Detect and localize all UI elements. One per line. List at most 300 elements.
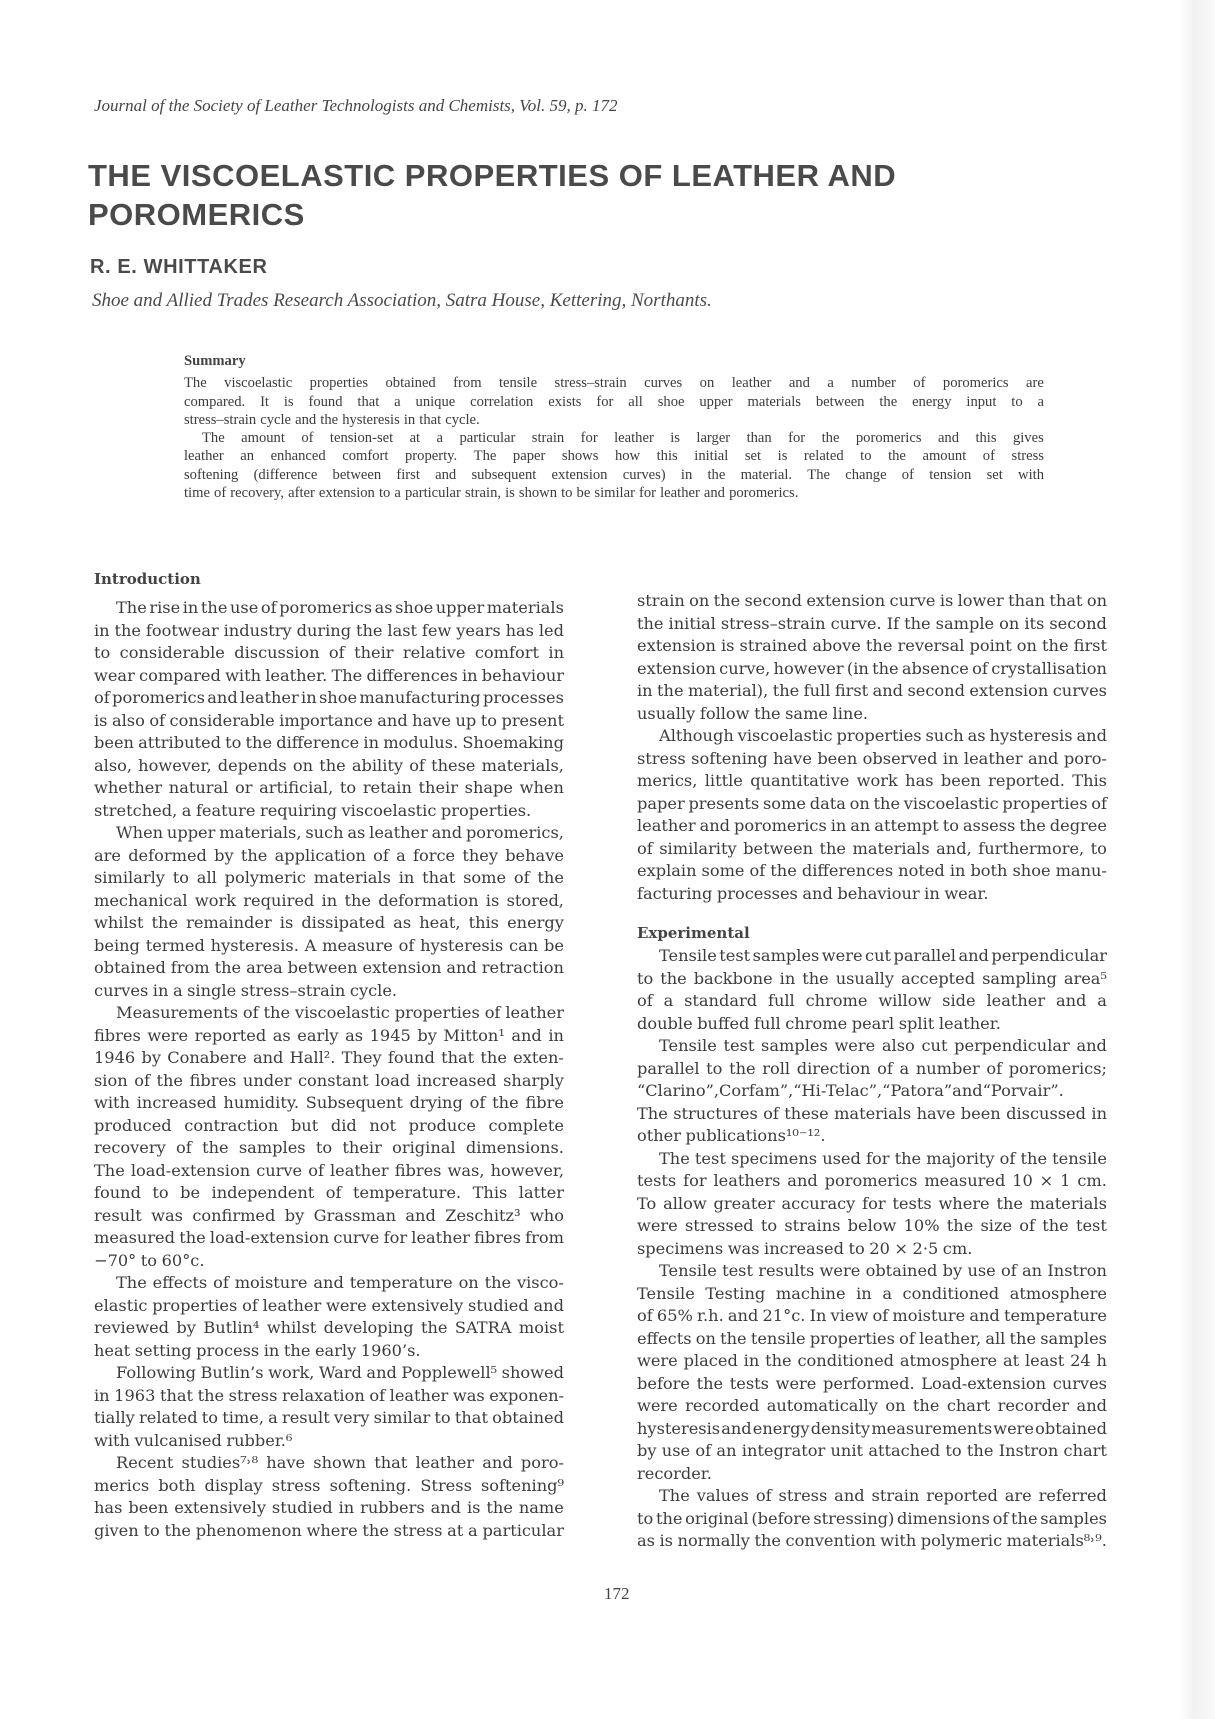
- word: area: [246, 958, 283, 977]
- word: comfort: [474, 643, 539, 662]
- word: considerable: [169, 710, 275, 730]
- word: properties: [1002, 793, 1088, 813]
- word: properties: [309, 375, 369, 392]
- word: complete: [488, 1115, 564, 1135]
- word: by: [214, 845, 234, 865]
- word: shows: [561, 448, 599, 465]
- word: Tensile: [659, 1261, 717, 1280]
- word: polymeric: [920, 1531, 1003, 1550]
- word: curve.: [830, 613, 882, 633]
- word: or: [235, 778, 253, 797]
- word: for: [683, 1171, 707, 1190]
- word: constant: [297, 1070, 369, 1090]
- word: leather: [415, 1453, 475, 1472]
- word: measured: [94, 1228, 175, 1247]
- word: Hall².: [289, 1048, 336, 1067]
- word: To: [637, 1193, 657, 1213]
- word: on: [999, 613, 1020, 633]
- word: have: [266, 1453, 306, 1472]
- word: artificial,: [259, 778, 334, 797]
- word: softening.: [329, 1475, 412, 1495]
- word: poromerics,: [465, 823, 564, 842]
- word: Tensile: [637, 1283, 695, 1303]
- word: strains: [784, 1216, 841, 1235]
- word: Ward: [318, 1363, 362, 1382]
- word: in: [338, 1498, 355, 1517]
- word: stress: [637, 748, 686, 768]
- word: stress: [1011, 448, 1044, 465]
- word: for: [596, 393, 614, 410]
- word: in: [182, 598, 199, 617]
- word: to: [848, 1238, 865, 1258]
- word: integrator: [741, 1441, 826, 1460]
- text-line: [637, 1170, 1107, 1193]
- word: furthermore,: [978, 838, 1085, 858]
- word: a: [181, 800, 192, 820]
- word: the: [888, 448, 906, 465]
- word: samples: [238, 1138, 306, 1157]
- word: that: [374, 1453, 408, 1472]
- word: Butlin’s: [200, 1363, 264, 1382]
- word: to: [225, 733, 242, 752]
- word: extensively: [371, 1295, 464, 1315]
- word: particular: [482, 1520, 564, 1540]
- word: that: [422, 868, 456, 887]
- word: is: [279, 913, 294, 932]
- text-line: [94, 1475, 564, 1498]
- word: in: [363, 733, 380, 752]
- word: Shoemaking: [462, 733, 564, 752]
- text-line: [637, 815, 1107, 838]
- word: extension: [637, 636, 716, 655]
- word: leather: [262, 1295, 322, 1315]
- word: stored,: [506, 890, 564, 910]
- word: The: [184, 375, 207, 392]
- word: leather: [240, 688, 299, 707]
- word: extension: [551, 466, 608, 483]
- word: leather: [614, 430, 654, 447]
- word: is: [777, 448, 788, 465]
- word: first: [1073, 636, 1107, 655]
- word: stress: [228, 1385, 278, 1405]
- word: of: [149, 710, 166, 730]
- word: The: [116, 598, 147, 617]
- word: the: [319, 755, 346, 775]
- word: behaviour: [481, 665, 564, 685]
- word: temperature: [1003, 1306, 1107, 1325]
- word: to: [860, 448, 872, 465]
- word: to: [315, 1138, 333, 1157]
- text-line: [637, 590, 1107, 613]
- word: Grassman: [313, 1205, 397, 1225]
- word: poromerics: [112, 688, 205, 707]
- word: were: [775, 1373, 817, 1393]
- word: as: [347, 823, 366, 842]
- word: the: [657, 681, 684, 700]
- word: a: [663, 991, 674, 1010]
- text-line: [94, 1385, 564, 1408]
- word: a: [468, 1520, 478, 1540]
- word: to: [339, 778, 357, 797]
- word: tests: [892, 1193, 932, 1213]
- word: In: [809, 1306, 827, 1325]
- word: and: [366, 1363, 397, 1382]
- word: considerable: [119, 643, 225, 662]
- word: in: [637, 681, 653, 700]
- word: of: [513, 868, 530, 887]
- journal-citation: Journal of the Society of Leather Technologists and Chemists, Vol. 59, p. 172: [94, 96, 618, 115]
- word: heat,: [419, 913, 461, 932]
- word: poromerics: [824, 1171, 918, 1190]
- text-line: [94, 732, 564, 755]
- word: their: [418, 778, 458, 797]
- word: attempt: [874, 816, 939, 835]
- word: the: [754, 1531, 781, 1550]
- word: The: [331, 665, 363, 685]
- word: humidity.: [223, 1093, 299, 1112]
- word: fibres: [94, 1025, 141, 1045]
- word: requiring: [259, 800, 337, 820]
- word: and: [699, 816, 731, 835]
- word: were: [325, 1295, 367, 1315]
- word: larger: [696, 430, 731, 447]
- word: the: [151, 913, 179, 932]
- word: the: [904, 613, 931, 633]
- word: result: [94, 1205, 142, 1225]
- word: of: [901, 466, 914, 483]
- word: viscoelastic: [903, 793, 999, 813]
- word: attributed: [138, 733, 221, 752]
- word: present: [501, 710, 564, 730]
- word: discussion: [234, 643, 320, 662]
- word: this: [975, 430, 997, 447]
- word: whether: [94, 778, 163, 797]
- word: h: [1096, 1351, 1107, 1370]
- word: and: [295, 411, 317, 428]
- word: to: [1011, 393, 1023, 410]
- word: upper: [435, 598, 485, 617]
- word: leather: [184, 448, 224, 465]
- word: studied: [468, 1295, 529, 1315]
- word: the: [894, 1148, 922, 1168]
- word: of: [308, 1160, 324, 1180]
- word: whilst: [266, 1318, 317, 1337]
- word: can: [509, 935, 539, 955]
- word: and: [703, 485, 725, 502]
- word: full: [767, 991, 795, 1010]
- word: cm.: [942, 1238, 973, 1258]
- word: heat: [94, 1340, 131, 1360]
- word: process: [196, 1340, 260, 1360]
- word: to: [201, 1408, 219, 1427]
- word: (before: [751, 1508, 811, 1528]
- word: was: [151, 1205, 183, 1225]
- word: footwear: [145, 620, 219, 640]
- word: of: [242, 1295, 258, 1315]
- word: however,: [138, 755, 212, 775]
- word: for: [866, 1148, 890, 1168]
- word: during: [296, 620, 352, 640]
- word: of: [986, 1058, 1003, 1078]
- word: in: [263, 1340, 280, 1360]
- word: of: [749, 861, 766, 880]
- word: of: [484, 1003, 501, 1022]
- word: tension: [929, 466, 972, 483]
- word: curve,: [719, 658, 771, 678]
- word: this: [656, 448, 678, 465]
- word: found: [308, 393, 343, 410]
- word: assess: [962, 816, 1016, 835]
- word: accepted: [900, 968, 976, 988]
- word: test: [694, 1148, 726, 1168]
- word: a: [827, 375, 834, 392]
- word: such: [305, 823, 344, 842]
- word: leather: [389, 1385, 449, 1405]
- word: The: [473, 448, 497, 465]
- word: the: [200, 598, 228, 617]
- word: Mitton¹: [443, 1025, 505, 1045]
- word: the: [114, 620, 142, 640]
- word: related: [139, 1408, 198, 1427]
- word: natural: [168, 778, 229, 797]
- word: their: [342, 1138, 382, 1157]
- word: viscoelastic: [341, 800, 437, 820]
- word: been: [940, 771, 981, 790]
- word: that: [454, 1408, 488, 1427]
- word: extension: [362, 958, 442, 977]
- word: of: [94, 688, 110, 707]
- word: and: [1027, 748, 1059, 768]
- word: wear: [94, 665, 135, 685]
- word: and: [721, 1418, 752, 1438]
- word: however,: [490, 1160, 564, 1180]
- word: line.: [832, 703, 869, 723]
- word: leather: [411, 1228, 470, 1247]
- text-line: [94, 1070, 564, 1093]
- word: effects: [152, 1273, 208, 1292]
- word: feature: [195, 800, 256, 820]
- word: where: [938, 1193, 990, 1213]
- word: contraction: [184, 1115, 279, 1135]
- word: amount: [922, 448, 967, 465]
- word: obtained: [865, 1261, 938, 1280]
- word: This: [1072, 771, 1107, 790]
- word: some: [701, 861, 745, 880]
- text-line: [94, 1002, 564, 1025]
- word: than: [746, 430, 772, 447]
- word: degree: [1049, 816, 1107, 835]
- word: ×: [894, 1238, 908, 1258]
- word: importance: [279, 710, 373, 730]
- word: exists: [548, 393, 582, 410]
- word: the: [966, 1441, 994, 1460]
- word: were: [147, 1025, 189, 1045]
- word: with: [1018, 466, 1044, 483]
- word: has: [94, 1498, 123, 1517]
- word: developing: [323, 1318, 414, 1337]
- word: to: [434, 1408, 451, 1427]
- word: second: [744, 591, 802, 610]
- word: display: [204, 1475, 263, 1495]
- word: in: [856, 1283, 872, 1303]
- word: the: [655, 1508, 683, 1528]
- word: use: [967, 1261, 996, 1280]
- word: been: [128, 1498, 169, 1517]
- word: initial: [694, 448, 729, 465]
- word: visco-: [516, 1273, 564, 1292]
- word: curves): [622, 466, 666, 483]
- text-line: [94, 1115, 564, 1138]
- word: subsequent: [471, 466, 537, 483]
- word: hysteresis: [637, 1418, 721, 1438]
- word: drying: [409, 1093, 463, 1112]
- word: on: [885, 1396, 906, 1415]
- word: to: [637, 1508, 654, 1528]
- word: led: [538, 620, 564, 640]
- word: number: [851, 375, 896, 392]
- word: of: [176, 1138, 192, 1157]
- text-line: [637, 860, 1107, 883]
- word: on: [695, 1328, 716, 1348]
- word: majority: [926, 1148, 995, 1168]
- word: materials: [747, 393, 801, 410]
- word: usually: [835, 968, 894, 988]
- word: split: [898, 1013, 935, 1033]
- word: pearl: [851, 1013, 895, 1033]
- word: time: [184, 485, 210, 502]
- word: and: [872, 681, 904, 700]
- text-line: [94, 1407, 564, 1430]
- word: how: [614, 448, 641, 465]
- word: the: [202, 1138, 229, 1157]
- word: poromerics: [279, 598, 372, 617]
- word: at: [447, 1520, 464, 1540]
- word: remainder: [186, 913, 272, 932]
- word: of: [992, 1508, 1009, 1528]
- word: the: [707, 466, 726, 483]
- text-line: [637, 1080, 1107, 1103]
- word: strain,: [464, 485, 502, 502]
- word: effects: [637, 1328, 692, 1348]
- word: 1946: [94, 1048, 136, 1067]
- word: confirmed: [192, 1205, 276, 1225]
- word: behaviour: [837, 883, 920, 903]
- word: extension: [969, 681, 1049, 700]
- word: under: [242, 1070, 292, 1090]
- word: stress: [778, 1486, 828, 1505]
- word: 20: [869, 1238, 890, 1258]
- word: the: [197, 1385, 225, 1405]
- word: load: [375, 1070, 411, 1090]
- word: shoe: [395, 598, 434, 617]
- word: in: [743, 1351, 760, 1370]
- word: the: [320, 411, 339, 428]
- text-line: [637, 1058, 1107, 1081]
- word: processes: [482, 688, 564, 707]
- word: samples: [1040, 1508, 1107, 1528]
- word: the: [1009, 1328, 1037, 1348]
- word: elastic: [94, 1295, 148, 1315]
- word: and: [511, 1025, 542, 1045]
- word: results: [758, 1261, 815, 1280]
- word: of: [1091, 793, 1107, 813]
- word: that: [441, 1048, 475, 1067]
- word: original: [392, 1138, 456, 1157]
- word: result: [281, 1408, 330, 1427]
- word: material),: [687, 681, 769, 700]
- word: backbone: [693, 968, 773, 988]
- word: It: [260, 393, 269, 410]
- text-line: [637, 1508, 1107, 1531]
- word: number: [915, 1058, 980, 1078]
- word: increased: [136, 1093, 217, 1112]
- word: lower: [957, 591, 1004, 610]
- word: in: [548, 643, 564, 662]
- scan-page-edge-shadow: [1180, 0, 1215, 1719]
- text-line: [94, 687, 564, 710]
- word: of: [325, 1183, 342, 1202]
- word: to: [152, 1183, 169, 1202]
- word: the: [770, 861, 797, 880]
- word: is: [670, 430, 680, 447]
- word: the: [946, 1216, 974, 1235]
- word: setting: [134, 1340, 192, 1360]
- word: in: [680, 466, 693, 483]
- word: other: [637, 1126, 681, 1145]
- text-line: [94, 1025, 564, 1048]
- text-line: [94, 1520, 564, 1543]
- word: exten-: [513, 1048, 564, 1067]
- word: curves: [1052, 1373, 1107, 1393]
- word: all: [628, 393, 643, 410]
- text-line: [637, 680, 1107, 703]
- word: 10%: [903, 1216, 940, 1235]
- text-line: [94, 665, 564, 688]
- word: 1963: [114, 1385, 156, 1405]
- text-line: [637, 1440, 1107, 1463]
- word: shoe: [319, 688, 358, 707]
- word: specimens: [730, 1148, 818, 1168]
- word: the: [802, 968, 829, 988]
- text-line: [94, 1250, 564, 1273]
- word: leather: [505, 1003, 564, 1022]
- word: fibres: [474, 1228, 521, 1247]
- word: at: [1002, 1351, 1020, 1370]
- word: also: [881, 1036, 915, 1055]
- word: strain: [637, 591, 685, 610]
- word: moist: [518, 1318, 564, 1337]
- word: poro-: [1063, 748, 1107, 768]
- word: performed.: [823, 1373, 915, 1393]
- word: material.: [740, 466, 793, 483]
- text-line: [637, 1530, 1107, 1553]
- word: conditioned: [797, 1351, 895, 1370]
- word: last: [387, 620, 418, 640]
- word: the: [765, 1351, 792, 1370]
- word: test: [1075, 1216, 1107, 1235]
- word: reversal: [897, 636, 965, 655]
- word: viscoelastic: [294, 1003, 390, 1022]
- word: curve: [889, 591, 936, 610]
- text-line: [637, 1013, 1107, 1036]
- word: Stress: [420, 1475, 472, 1495]
- word: with: [225, 665, 262, 685]
- word: to: [706, 1058, 723, 1078]
- text-line: [637, 968, 1107, 991]
- word: samples: [752, 946, 820, 965]
- word: paper: [512, 448, 546, 465]
- word: of: [695, 1441, 712, 1460]
